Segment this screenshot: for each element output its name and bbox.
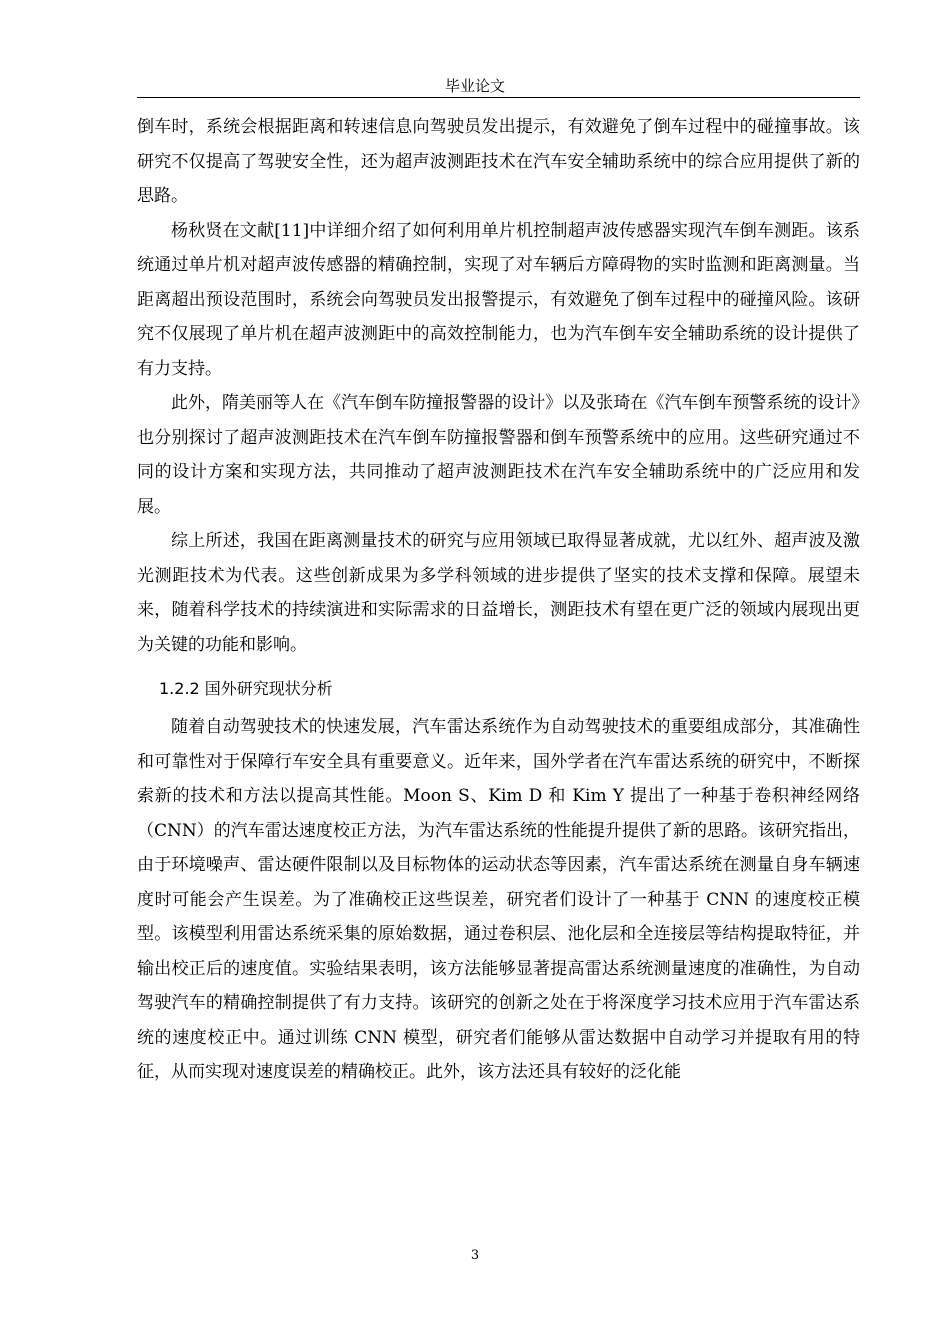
paragraph-continued: 倒车时，系统会根据距离和转速信息向驾驶员发出提示，有效避免了倒车过程中的碰撞事故。该研究不仅提高了驾驶安全性，还为超声波测距技术在汽车安全辅助系统中的综合应用提供了新的思路。: [137, 117, 860, 206]
page-number: 3: [470, 1248, 480, 1263]
paragraph: 综上所述，我国在距离测量技术的研究与应用领域已取得显著成就，尤以红外、超声波及激光测距技术为代表。这些创新成果为多学科领域的进步提供了坚实的技术支撑和保障。展望未来，随着科学技术的持续演进和实际需求的日益增长，测距技术有望在更广泛的领域内展现出更为关键的功能和影响。: [137, 531, 860, 655]
paragraph: 杨秋贤在文献[11]中详细介绍了如何利用单片机控制超声波传感器实现汽车倒车测距。该系统通过单片机对超声波传感器的精确控制，实现了对车辆后方障碍物的实时监测和距离测量。当距离超出预设范围时，系统会向驾驶员发出报警提示，有效避免了倒车过程中的碰撞风险。该研究不仅展现了单片机在超声波测距中的高效控制能力，也为汽车倒车安全辅助系统的设计提供了有力支持。: [137, 220, 860, 379]
running-header-title: 毕业论文: [444, 77, 505, 95]
page-body: [137, 110, 860, 1090]
section-heading: 1.2.2 国外研究现状分析: [159, 679, 333, 698]
header-divider: [137, 97, 860, 98]
paragraph: 此外，隋美丽等人在《汽车倒车防撞报警器的设计》以及张琦在《汽车倒车预警系统的设计》也分别探讨了超声波测距技术在汽车倒车防撞报警器和倒车预警系统中的应用。这些研究通过不同的设计方案和实现方法，共同推动了超声波测距技术在汽车安全辅助系统中的广泛应用和发展。: [137, 393, 860, 517]
paragraph: 随着自动驾驶技术的快速发展，汽车雷达系统作为自动驾驶技术的重要组成部分，其准确性和可靠性对于保障行车安全具有重要意义。近年来，国外学者在汽车雷达系统的研究中，不断探索新的技术和方法以提高其性能。Moon S、Kim D 和 Kim Y 提出了一种基于卷积神经网络（CNN）的汽车雷达速度校正方法，为汽车雷达系统的性能提升提供了新的思路。该研究指出，由于环境噪声、雷达硬件限制以及目标物体的运动状态等因素，汽车雷达系统在测量自身车辆速度时可能会产生误差。为了准确校正这些误差，研究者们设计了一种基于 CNN 的速度校正模型。该模型利用雷达系统采集的原始数据，通过卷积层、池化层和全连接层等结构提取特征，并输出校正后的速度值。实验结果表明，该方法能够显著提高雷达系统测量速度的准确性，为自动驾驶汽车的精确控制提供了有力支持。该研究的创新之处在于将深度学习技术应用于汽车雷达系统的速度校正中。通过训练 CNN 模型，研究者们能够从雷达数据中自动学习并提取有用的特征，从而实现对速度误差的精确校正。此外，该方法还具有较好的泛化能: [137, 717, 860, 1082]
